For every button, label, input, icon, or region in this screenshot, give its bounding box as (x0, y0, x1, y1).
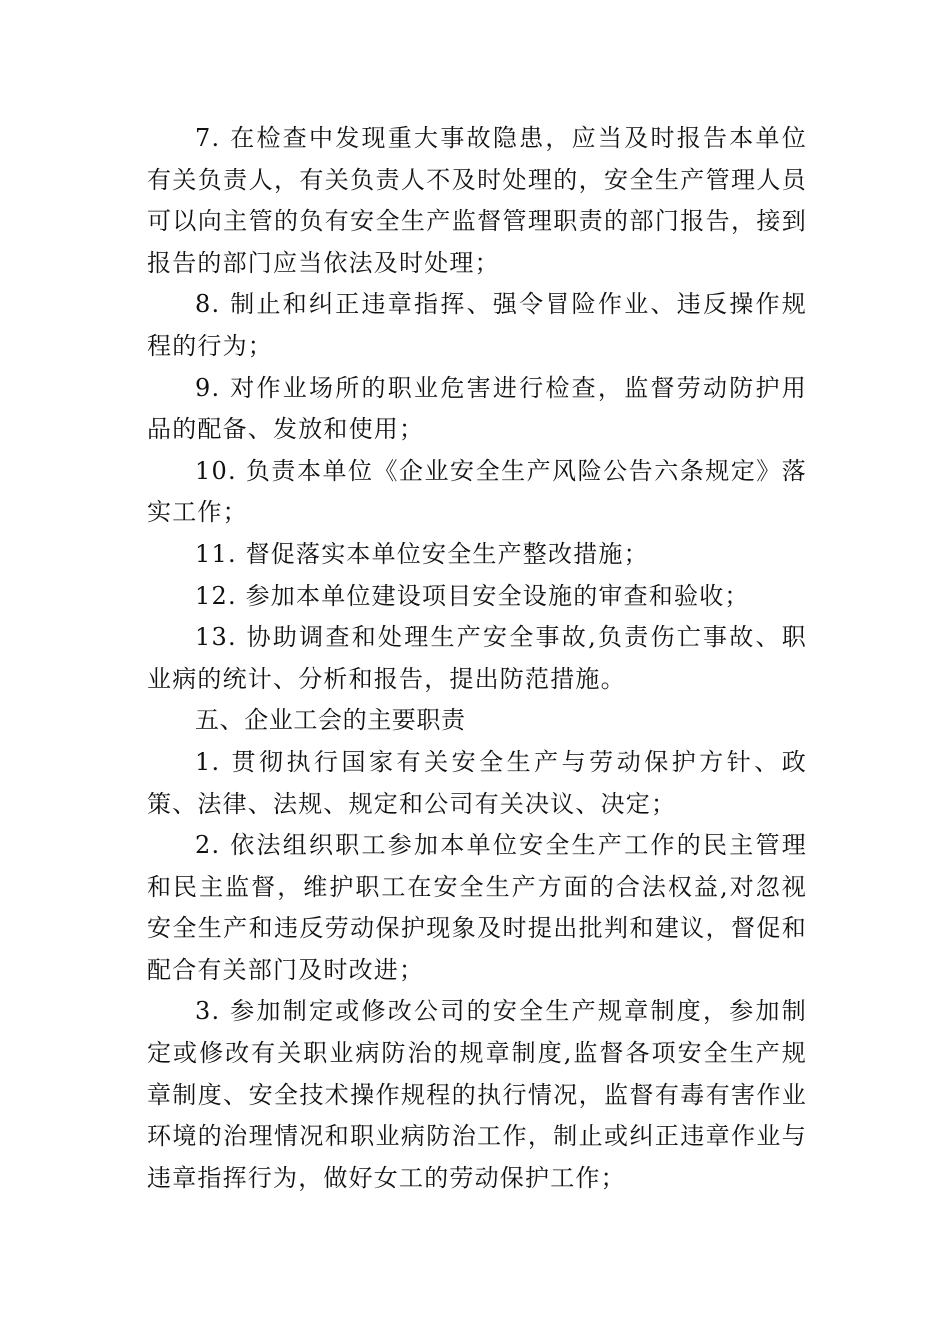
item-13-paragraph: 13. 协助调查和处理生产安全事故,负责伤亡事故、职业病的统计、分析和报告，提出防范措施。 (147, 623, 807, 693)
document-body (147, 118, 807, 1199)
union-item-2-paragraph: 2. 依法组织职工参加本单位安全生产工作的民主管理和民主监督，维护职工在安全生产方面的合法权益,对忽视安全生产和违反劳动保护现象及时提出批判和建议，督促和配合有关部门及时改进； (147, 831, 807, 984)
item-10-paragraph: 10. 负责本单位《企业安全生产风险公告六条规定》落实工作； (147, 456, 807, 527)
union-item-1-paragraph: 1. 贯彻执行国家有关安全生产与劳动保护方针、政策、法律、法规、规定和公司有关决议、决定； (147, 747, 807, 818)
item-12-paragraph: 12. 参加本单位建设项目安全设施的审查和验收； (195, 581, 750, 610)
union-item-3-paragraph: 3. 参加制定或修改公司的安全生产规章制度，参加制定或修改有关职业病防治的规章制度,监督各项安全生产规章制度、安全技术操作规程的执行情况，监督有毒有害作业环境的治理情况和职业病防治工作，制止或纠正违章作业与违章指挥行为，做好女工的劳动保护工作； (147, 997, 807, 1192)
item-8-paragraph: 8. 制止和纠正违章指挥、强令冒险作业、违反操作规程的行为； (147, 290, 807, 360)
item-11-paragraph: 11. 督促落实本单位安全生产整改措施； (195, 539, 649, 568)
item-7-paragraph: 7. 在检查中发现重大事故隐患，应当及时报告本单位有关负责人，有关负责人不及时处理的，安全生产管理人员可以向主管的负有安全生产监督管理职责的部门报告，接到报告的部门应当依法及时处理； (147, 124, 807, 277)
section-heading: 五、企业工会的主要职责 (195, 706, 466, 735)
item-9-paragraph: 9. 对作业场所的职业危害进行检查，监督劳动防护用品的配备、发放和使用； (147, 373, 807, 444)
